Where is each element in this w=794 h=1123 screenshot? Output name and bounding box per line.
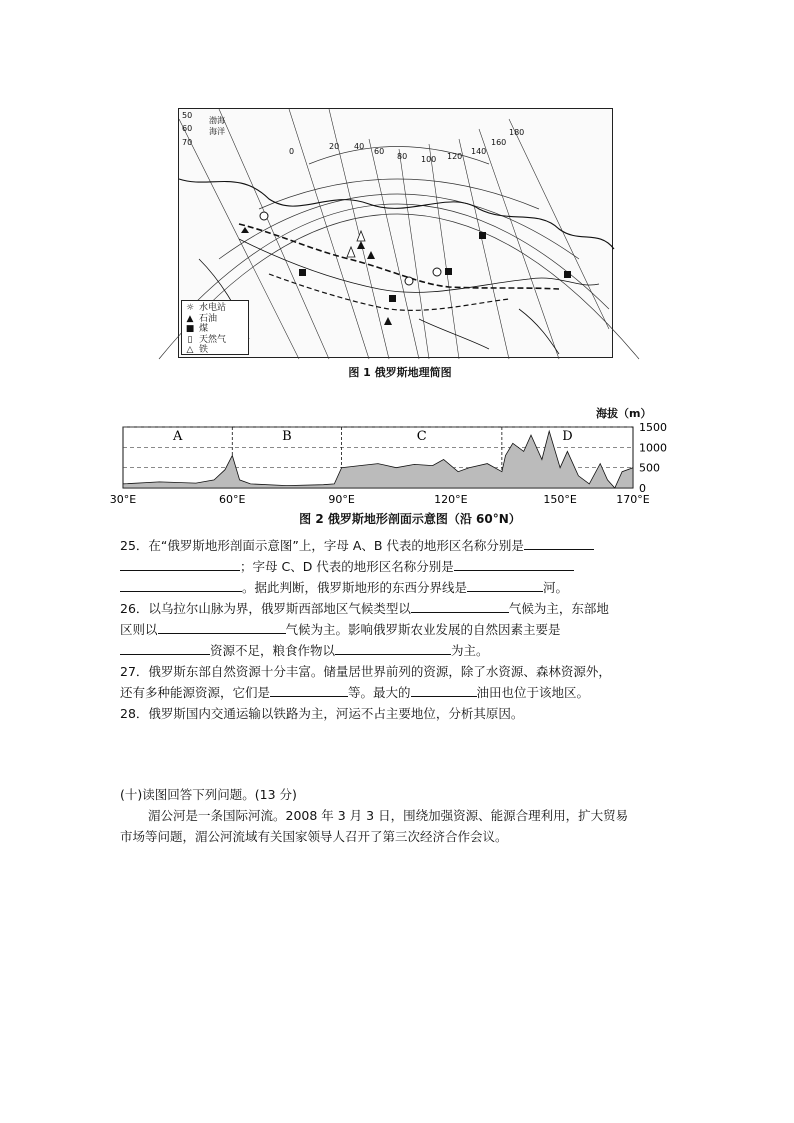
question-28: 28．俄罗斯国内交通运输以铁路为主，河运不占主要地位，分析其原因。 <box>120 706 524 721</box>
legend-label: 水电站 <box>199 303 227 313</box>
lon-label: 60 <box>374 147 385 156</box>
coal-icon: ■ <box>185 324 195 334</box>
lon-label: 140 <box>471 147 487 156</box>
hydropower-icon: ☼ <box>185 303 195 313</box>
answer-blank[interactable] <box>120 640 210 655</box>
x-tick-label: 30°E <box>109 493 137 506</box>
lon-label: 120 <box>447 152 463 161</box>
lat-label: 60 <box>182 124 193 133</box>
legend-label: 石油 <box>199 313 218 324</box>
legend-item-iron <box>185 345 245 356</box>
question-27-line2: 还有多种能源资源，它们是 等。最大的 油田也位于该地区。 <box>120 682 680 703</box>
iron-icon: △ <box>186 345 194 355</box>
lat-label: 50 <box>182 111 193 120</box>
legend-label: 铁 <box>199 345 209 355</box>
answer-blank[interactable] <box>158 619 286 634</box>
question-25-line1: 25．在“俄罗斯地形剖面示意图”上，字母 A、B 代表的地形区名称分别是 <box>120 535 680 556</box>
question-25-line2: ；字母 C、D 代表的地形区名称分别是 <box>120 556 680 577</box>
legend-item-oil <box>185 314 245 325</box>
y-tick-label: 500 <box>639 461 660 475</box>
legend-item-hydropower <box>185 303 245 314</box>
lon-label: 80 <box>397 152 408 161</box>
lon-label: 180 <box>509 128 525 137</box>
lat-label: 70 <box>182 138 193 147</box>
region-label: D <box>562 429 573 444</box>
question-27-line1: 27．俄罗斯东部自然资源十分丰富。储量居世界前列的资源，除了水资源、森林资源外， <box>120 664 611 679</box>
answer-blank[interactable] <box>120 556 240 571</box>
sea-label: 海洋 <box>209 127 225 136</box>
legend-label: 煤 <box>199 324 209 334</box>
region-label: B <box>282 429 292 444</box>
profile-chart <box>109 420 675 510</box>
lon-label: 40 <box>354 142 365 151</box>
legend-label: 天然气 <box>199 334 227 345</box>
terrain-profile-area <box>123 431 633 488</box>
y-tick-label: 1500 <box>639 421 667 434</box>
question-26-line2: 区则以 气候为主。影响俄罗斯农业发展的自然因素主要是 <box>120 619 680 640</box>
region-label: C <box>416 429 427 444</box>
answer-blank[interactable] <box>120 577 242 592</box>
map-legend <box>181 300 249 355</box>
x-tick-label: 90°E <box>328 493 355 506</box>
question-26-line1: 26．以乌拉尔山脉为界，俄罗斯西部地区气候类型以 气候为主，东部地 <box>120 598 680 619</box>
lon-label: 0 <box>289 147 295 156</box>
answer-blank[interactable] <box>454 556 574 571</box>
legend-item-natural-gas <box>185 335 245 346</box>
figure1-caption: 图 1 俄罗斯地理简图 <box>348 366 452 379</box>
lon-label: 100 <box>421 155 437 164</box>
x-tick-label: 150°E <box>543 493 577 506</box>
sea-label: 渤海 <box>209 116 225 125</box>
lon-label: 20 <box>329 142 340 151</box>
lon-label: 160 <box>491 138 507 147</box>
legend-item-coal <box>185 324 245 335</box>
question-26-line3: 资源不足，粮食作物以 为主。 <box>120 640 680 661</box>
answer-blank[interactable] <box>411 598 509 613</box>
answer-blank[interactable] <box>524 535 594 550</box>
answer-blank[interactable] <box>335 640 451 655</box>
answer-blank[interactable] <box>467 577 543 592</box>
x-tick-label: 120°E <box>434 493 468 506</box>
section-10-text-line2: 市场等问题，湄公河流域有关国家领导人召开了第三次经济合作会议。 <box>120 829 508 844</box>
oil-icon: ▲ <box>186 313 194 324</box>
x-tick-label: 60°E <box>219 493 246 506</box>
region-label: A <box>172 429 183 444</box>
x-tick-label: 170°E <box>616 493 650 506</box>
answer-blank[interactable] <box>270 682 348 697</box>
profile-y-axis-title: 海拔（m） <box>596 407 652 420</box>
question-25-line3: 。据此判断，俄罗斯地形的东西分界线是 河。 <box>120 577 680 598</box>
section-10-heading: (十)读图回答下列问题。(13 分) <box>120 787 297 802</box>
y-tick-label: 1000 <box>639 441 667 455</box>
figure2-caption: 图 2 俄罗斯地形剖面示意图（沿 60°N） <box>299 512 521 526</box>
section-10-text-line1: 湄公河是一条国际河流。2008 年 3 月 3 日，围绕加强资源、能源合理利用，扩大贸易 <box>148 808 629 823</box>
y-tick-label: 0 <box>639 482 646 495</box>
natural-gas-icon: ▯ <box>187 334 193 345</box>
answer-blank[interactable] <box>411 682 477 697</box>
